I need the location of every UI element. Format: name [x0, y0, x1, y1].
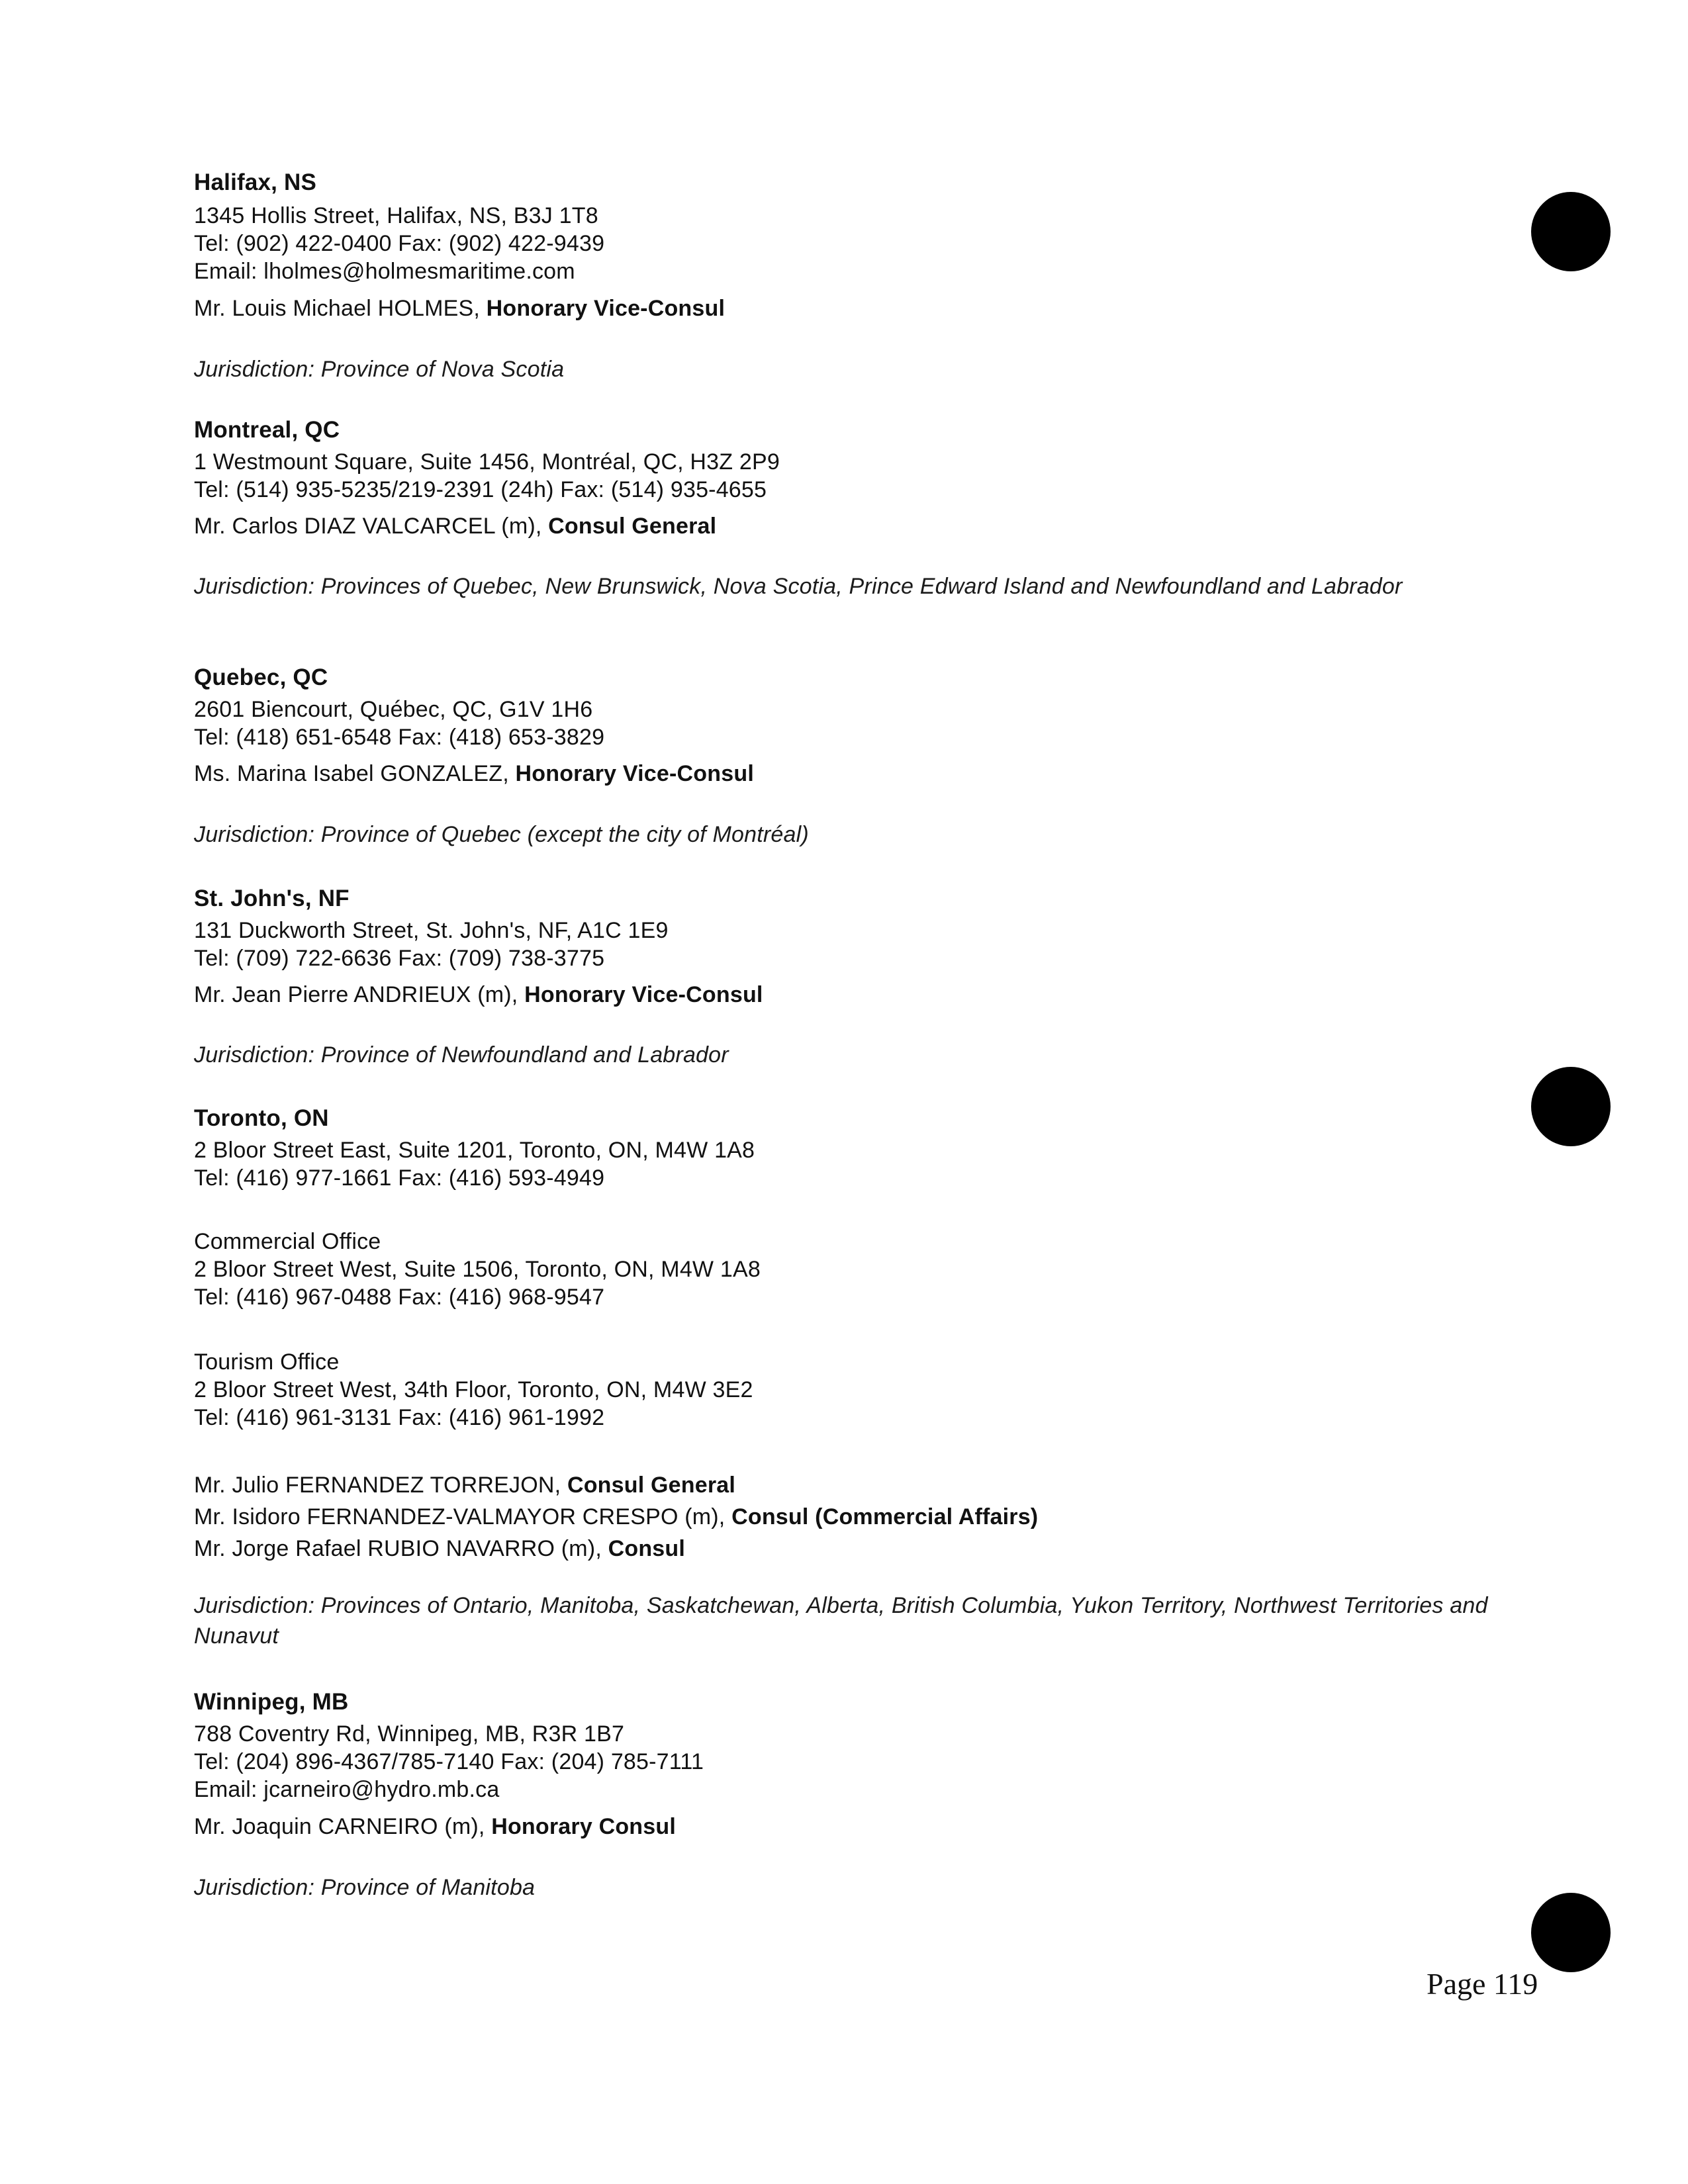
office-city-montreal: Montreal, QC	[194, 417, 340, 443]
office-city-toronto: Toronto, ON	[194, 1105, 329, 1131]
staff-title: Consul General	[548, 514, 717, 539]
punch-hole-bottom	[1531, 1893, 1611, 1972]
staff-name: Ms. Marina Isabel GONZALEZ,	[194, 761, 516, 786]
jurisdiction: Jurisdiction: Provinces of Quebec, New Brunswick, Nova Scotia, Prince Edward Island and Newfoundland and Labrador	[194, 574, 1403, 599]
staff-title: Honorary Vice-Consul	[524, 982, 763, 1007]
jurisdiction: Jurisdiction: Province of Newfoundland and Labrador	[194, 1042, 729, 1068]
staff-name: Mr. Carlos DIAZ VALCARCEL (m),	[194, 514, 549, 539]
staff-line	[194, 1535, 685, 1562]
staff-line	[194, 513, 716, 539]
staff-name: Mr. Jean Pierre ANDRIEUX (m),	[194, 982, 525, 1007]
staff-line	[194, 981, 763, 1008]
sub-office-address: 2 Bloor Street West, Suite 1506, Toronto, ON, M4W 1A8	[194, 1257, 761, 1282]
office-address: 131 Duckworth Street, St. John's, NF, A1C 1E9	[194, 918, 669, 943]
sub-office-name: Commercial Office	[194, 1229, 381, 1254]
office-address: 2 Bloor Street East, Suite 1201, Toronto, ON, M4W 1A8	[194, 1138, 755, 1163]
staff-title: Consul	[608, 1536, 686, 1561]
page-number: Page 119	[1427, 1967, 1538, 2001]
office-address: 1 Westmount Square, Suite 1456, Montréal, QC, H3Z 2P9	[194, 449, 780, 475]
jurisdiction: Jurisdiction: Province of Manitoba	[194, 1875, 536, 1900]
office-email: Email: jcarneiro@hydro.mb.ca	[194, 1777, 500, 1802]
staff-line	[194, 1813, 676, 1840]
punch-hole-top	[1531, 192, 1611, 271]
office-phone: Tel: (204) 896-4367/785-7140 Fax: (204) 785-7111	[194, 1749, 704, 1774]
staff-title: Honorary Vice-Consul	[486, 296, 726, 321]
office-phone: Tel: (514) 935-5235/219-2391 (24h) Fax: (514) 935-4655	[194, 477, 767, 502]
sub-office-phone: Tel: (416) 961-3131 Fax: (416) 961-1992	[194, 1405, 605, 1430]
staff-line	[194, 1504, 1038, 1530]
staff-name: Mr. Julio FERNANDEZ TORREJON,	[194, 1473, 567, 1498]
staff-name: Mr. Joaquin CARNEIRO (m),	[194, 1814, 492, 1839]
staff-line	[194, 295, 725, 322]
office-phone: Tel: (418) 651-6548 Fax: (418) 653-3829	[194, 725, 605, 750]
jurisdiction: Jurisdiction: Province of Nova Scotia	[194, 357, 565, 382]
office-address: 788 Coventry Rd, Winnipeg, MB, R3R 1B7	[194, 1721, 625, 1747]
sub-office-phone: Tel: (416) 967-0488 Fax: (416) 968-9547	[194, 1285, 605, 1310]
staff-name: Mr. Isidoro FERNANDEZ-VALMAYOR CRESPO (m),	[194, 1504, 732, 1529]
office-phone: Tel: (416) 977-1661 Fax: (416) 593-4949	[194, 1165, 605, 1191]
staff-line	[194, 1472, 735, 1498]
office-city-quebec: Quebec, QC	[194, 664, 328, 690]
staff-title: Honorary Vice-Consul	[515, 761, 754, 786]
office-phone: Tel: (709) 722-6636 Fax: (709) 738-3775	[194, 946, 605, 971]
staff-line	[194, 760, 754, 787]
jurisdiction: Jurisdiction: Province of Quebec (except the city of Montréal)	[194, 822, 809, 847]
office-phone: Tel: (902) 422-0400 Fax: (902) 422-9439	[194, 231, 605, 256]
sub-office-address: 2 Bloor Street West, 34th Floor, Toronto, ON, M4W 3E2	[194, 1377, 753, 1402]
office-address: 1345 Hollis Street, Halifax, NS, B3J 1T8	[194, 203, 598, 228]
staff-title: Consul (Commercial Affairs)	[731, 1504, 1039, 1529]
office-city-st-johns: St. John's, NF	[194, 886, 350, 911]
staff-name: Mr. Jorge Rafael RUBIO NAVARRO (m),	[194, 1536, 608, 1561]
office-email: Email: lholmes@holmesmaritime.com	[194, 259, 575, 284]
sub-office-name: Tourism Office	[194, 1349, 340, 1375]
staff-title: Honorary Consul	[491, 1814, 676, 1839]
office-address: 2601 Biencourt, Québec, QC, G1V 1H6	[194, 697, 593, 722]
jurisdiction: Jurisdiction: Provinces of Ontario, Manitoba, Saskatchewan, Alberta, British Columbia, Yukon Territory, Northwest Territories and Nunavut	[194, 1593, 1488, 1649]
office-city-halifax: Halifax, NS	[194, 169, 317, 195]
staff-title: Consul General	[567, 1473, 736, 1498]
office-city-winnipeg: Winnipeg, MB	[194, 1689, 349, 1715]
staff-name: Mr. Louis Michael HOLMES,	[194, 296, 487, 321]
punch-hole-middle	[1531, 1067, 1611, 1146]
